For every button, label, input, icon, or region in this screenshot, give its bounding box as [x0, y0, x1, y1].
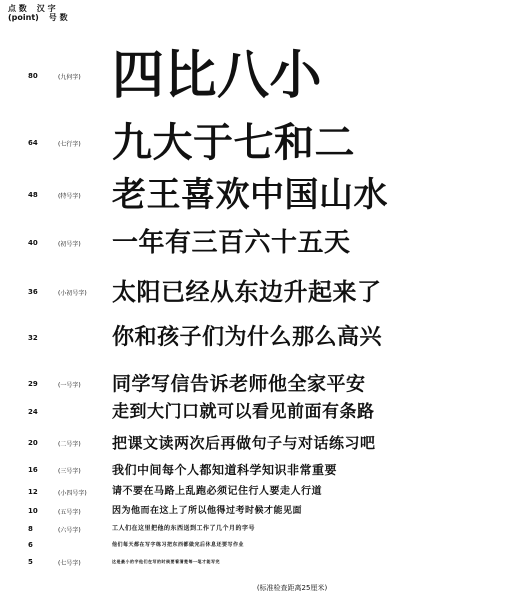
sample-text: 老王喜欢中国山水	[112, 175, 388, 215]
point-size: 48	[28, 191, 38, 199]
size-name: (七号字)	[58, 560, 81, 567]
column-header	[8, 4, 68, 22]
sample-text: 这是最小的字他们在写的时候要看清楚每一笔才能写完	[112, 559, 220, 564]
sample-text: 你和孩子们为什么那么高兴	[112, 325, 383, 350]
sample-text: 太阳已经从东边升起来了	[112, 278, 382, 306]
size-name: (六号字)	[58, 527, 81, 534]
sample-text: 请不要在马路上乱跑必须记住行人要走人行道	[112, 486, 322, 497]
point-size: 24	[28, 408, 38, 416]
point-size: 32	[28, 334, 38, 342]
size-name: (初号字)	[58, 241, 81, 248]
sample-text: 九大于七和二	[112, 120, 355, 166]
size-number-header: 号 数	[48, 13, 68, 22]
size-row	[0, 120, 524, 166]
size-row	[0, 558, 524, 567]
size-row	[0, 433, 524, 452]
size-name: (小四号字)	[58, 490, 87, 497]
point-size: 40	[28, 239, 38, 247]
point-size: 10	[28, 507, 38, 515]
footer-note: (标准检查距离25厘米)	[256, 584, 328, 592]
sample-text: 同学写信告诉老师他全家平安	[112, 372, 366, 395]
size-name: (五号字)	[58, 509, 81, 516]
sample-text: 他们每天都在写字练习把东西都做完后休息还要写作业	[112, 541, 245, 548]
size-row	[0, 401, 524, 422]
sample-text: 四比八小	[112, 46, 323, 106]
size-row	[0, 543, 524, 548]
size-name: (小初号字)	[58, 290, 87, 297]
sample-text: 我们中间每个人都知道科学知识非常重要	[112, 463, 338, 477]
size-name: (七行字)	[58, 141, 81, 148]
sample-text: 一年有三百六十五天	[112, 228, 351, 258]
size-name: (九何字)	[58, 74, 81, 81]
point-size: 29	[28, 380, 38, 388]
point-size: 20	[28, 439, 38, 447]
point-size: 5	[28, 558, 33, 566]
sample-text: 走到大门口就可以看见前面有条路	[112, 401, 375, 422]
sample-text: 工人们在这里把他的东西送到工作了几个月的字号	[112, 525, 256, 532]
size-row	[0, 46, 524, 106]
point-size: 6	[28, 541, 33, 549]
size-name: (三号字)	[58, 468, 81, 475]
point-size: 80	[28, 72, 38, 80]
sample-text: 因为他而在这上了所以他得过考时候才能见面	[112, 505, 303, 516]
size-name: (二号字)	[58, 441, 81, 448]
point-size: 36	[28, 288, 38, 296]
size-row	[0, 464, 524, 476]
point-size: 64	[28, 139, 38, 147]
size-row	[0, 327, 524, 349]
size-row	[0, 526, 524, 532]
point-size: 12	[28, 488, 38, 496]
point-header: 点 数	[8, 4, 27, 13]
size-name: (特号字)	[58, 193, 81, 200]
size-row	[0, 372, 524, 395]
size-name: (一号字)	[58, 382, 81, 389]
size-row	[0, 487, 524, 497]
size-name-header: 汉 字	[36, 4, 56, 13]
size-row	[0, 230, 524, 256]
point-size: 16	[28, 466, 38, 474]
size-row	[0, 280, 524, 304]
point-size: 8	[28, 525, 33, 533]
point-unit-header: (point)	[8, 13, 39, 22]
size-row	[0, 507, 524, 516]
size-row	[0, 175, 524, 215]
sample-text: 把课文读两次后再做句子与对话练习吧	[112, 433, 376, 452]
